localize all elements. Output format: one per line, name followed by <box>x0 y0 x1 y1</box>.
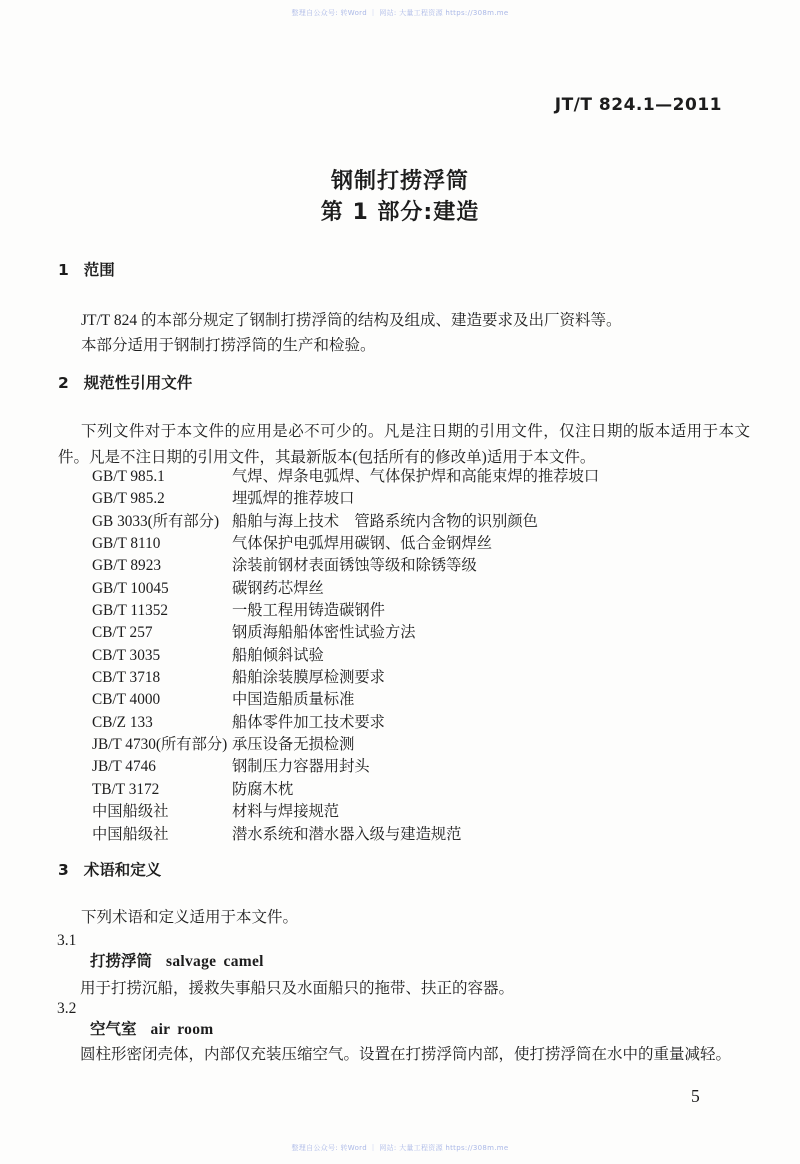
reference-row <box>92 824 752 846</box>
reference-code: GB 3033(所有部分) <box>92 512 220 530</box>
reference-title: 材料与焊接规范 <box>232 803 340 821</box>
reference-row <box>92 600 752 622</box>
reference-row <box>92 801 752 823</box>
term-1-english: salvage camel <box>166 953 264 970</box>
section-3-intro: 下列术语和定义适用于本文件。 <box>81 909 299 926</box>
reference-code: TB/T 3172 <box>92 780 160 798</box>
section-3-heading <box>58 862 161 879</box>
section-2-title: 规范性引用文件 <box>83 374 193 392</box>
term-2-number: 3.2 <box>57 1000 77 1017</box>
reference-row <box>92 555 752 577</box>
section-1-number: 1 <box>58 261 69 279</box>
section-2-heading <box>58 375 192 392</box>
section-1-paragraph-1: JT/T 824 的本部分规定了钢制打捞浮筒的结构及组成、建造要求及出厂资料等。 <box>81 312 622 329</box>
reference-title: 一般工程用铸造碳钢件 <box>232 602 385 620</box>
standard-number: JT/T 824.1—2011 <box>554 95 722 115</box>
reference-title: 船舶涂装膜厚检测要求 <box>232 669 385 687</box>
reference-row <box>92 511 752 533</box>
section-1-heading <box>58 262 115 279</box>
reference-code: JB/T 4746 <box>92 758 156 776</box>
reference-title: 船舶与海上技术 管路系统内含物的识别颜色 <box>232 512 538 530</box>
reference-code: CB/T 3035 <box>92 646 161 664</box>
reference-title: 潜水系统和潜水器入级与建造规范 <box>232 825 462 843</box>
term-1-definition: 用于打捞沉船，援救失事船只及水面船只的拖带、扶正的容器。 <box>80 980 515 997</box>
reference-code: GB/T 8923 <box>92 557 161 575</box>
document-title-line1: 钢制打捞浮筒 <box>330 169 469 194</box>
reference-title: 气体保护电弧焊用碳钢、低合金钢焊丝 <box>232 535 493 553</box>
reference-row <box>92 689 752 711</box>
reference-code: 中国船级社 <box>92 825 169 843</box>
reference-code: GB/T 10045 <box>92 579 169 597</box>
term-1-chinese: 打捞浮筒 <box>90 952 153 970</box>
reference-row <box>92 667 752 689</box>
section-3-title: 术语和定义 <box>83 861 162 879</box>
watermark-bottom: 整理自公众号: 转Word ｜ 网站: 大量工程资源 https://308m.me <box>291 1144 509 1152</box>
reference-row <box>92 533 752 555</box>
reference-title: 气焊、焊条电弧焊、气体保护焊和高能束焊的推荐坡口 <box>232 468 600 485</box>
reference-code: CB/T 4000 <box>92 691 161 709</box>
document-title <box>0 166 800 228</box>
section-2-intro: 下列文件对于本文件的应用是必不可少的。凡是注日期的引用文件，仅注日期的版本适用于本文件。凡是不注日期的引用文件，其最新版本(包括所有的修改单)适用于本文件。 <box>58 423 750 466</box>
reference-row <box>92 779 752 801</box>
term-1-name <box>90 952 264 971</box>
reference-code: GB/T 11352 <box>92 602 169 620</box>
term-1-number: 3.1 <box>57 932 77 949</box>
reference-code: 中国船级社 <box>92 803 169 821</box>
reference-code: GB/T 985.2 <box>92 490 165 508</box>
section-1-paragraph-2: 本部分适用于钢制打捞浮筒的生产和检验。 <box>81 337 376 354</box>
reference-code: JB/T 4730(所有部分) <box>92 736 228 754</box>
reference-title: 防腐木枕 <box>232 780 294 798</box>
reference-row <box>92 488 752 510</box>
reference-row <box>92 578 752 600</box>
reference-row <box>92 734 752 756</box>
reference-title: 碳钢药芯焊丝 <box>232 579 324 597</box>
reference-code: GB/T 8110 <box>92 535 161 553</box>
document-title-line2: 第 1 部分:建造 <box>320 200 480 225</box>
reference-title: 钢制压力容器用封头 <box>232 758 370 776</box>
section-2-number: 2 <box>58 374 69 392</box>
reference-row <box>92 622 752 644</box>
reference-title: 船舶倾斜试验 <box>232 646 324 664</box>
term-2-chinese: 空气室 <box>90 1020 137 1038</box>
reference-code: CB/T 257 <box>92 624 153 642</box>
reference-code: CB/T 3718 <box>92 669 161 687</box>
reference-title: 中国造船质量标准 <box>232 691 355 709</box>
reference-row <box>92 466 752 488</box>
reference-code: CB/Z 133 <box>92 713 153 731</box>
reference-title: 钢质海船船体密性试验方法 <box>232 624 416 642</box>
page-number: 5 <box>691 1086 700 1106</box>
term-2-name <box>90 1020 213 1039</box>
term-2-english: air room <box>150 1021 214 1038</box>
reference-title: 涂装前钢材表面锈蚀等级和除锈等级 <box>232 557 477 575</box>
watermark-top: 整理自公众号: 转Word ｜ 网站: 大量工程资源 https://308m.me <box>291 9 509 17</box>
reference-title: 船体零件加工技术要求 <box>232 713 385 731</box>
section-3-number: 3 <box>58 861 69 879</box>
reference-title: 埋弧焊的推荐坡口 <box>232 490 355 508</box>
reference-row <box>92 712 752 734</box>
term-2-definition: 圆柱形密闭壳体，内部仅充装压缩空气。设置在打捞浮筒内部，使打捞浮筒在水中的重量减轻。 <box>80 1046 732 1063</box>
section-1-title: 范围 <box>83 261 115 279</box>
reference-row <box>92 645 752 667</box>
normative-reference-list <box>92 466 752 846</box>
reference-title: 承压设备无损检测 <box>232 736 355 754</box>
reference-row <box>92 756 752 778</box>
reference-code: GB/T 985.1 <box>92 468 165 485</box>
